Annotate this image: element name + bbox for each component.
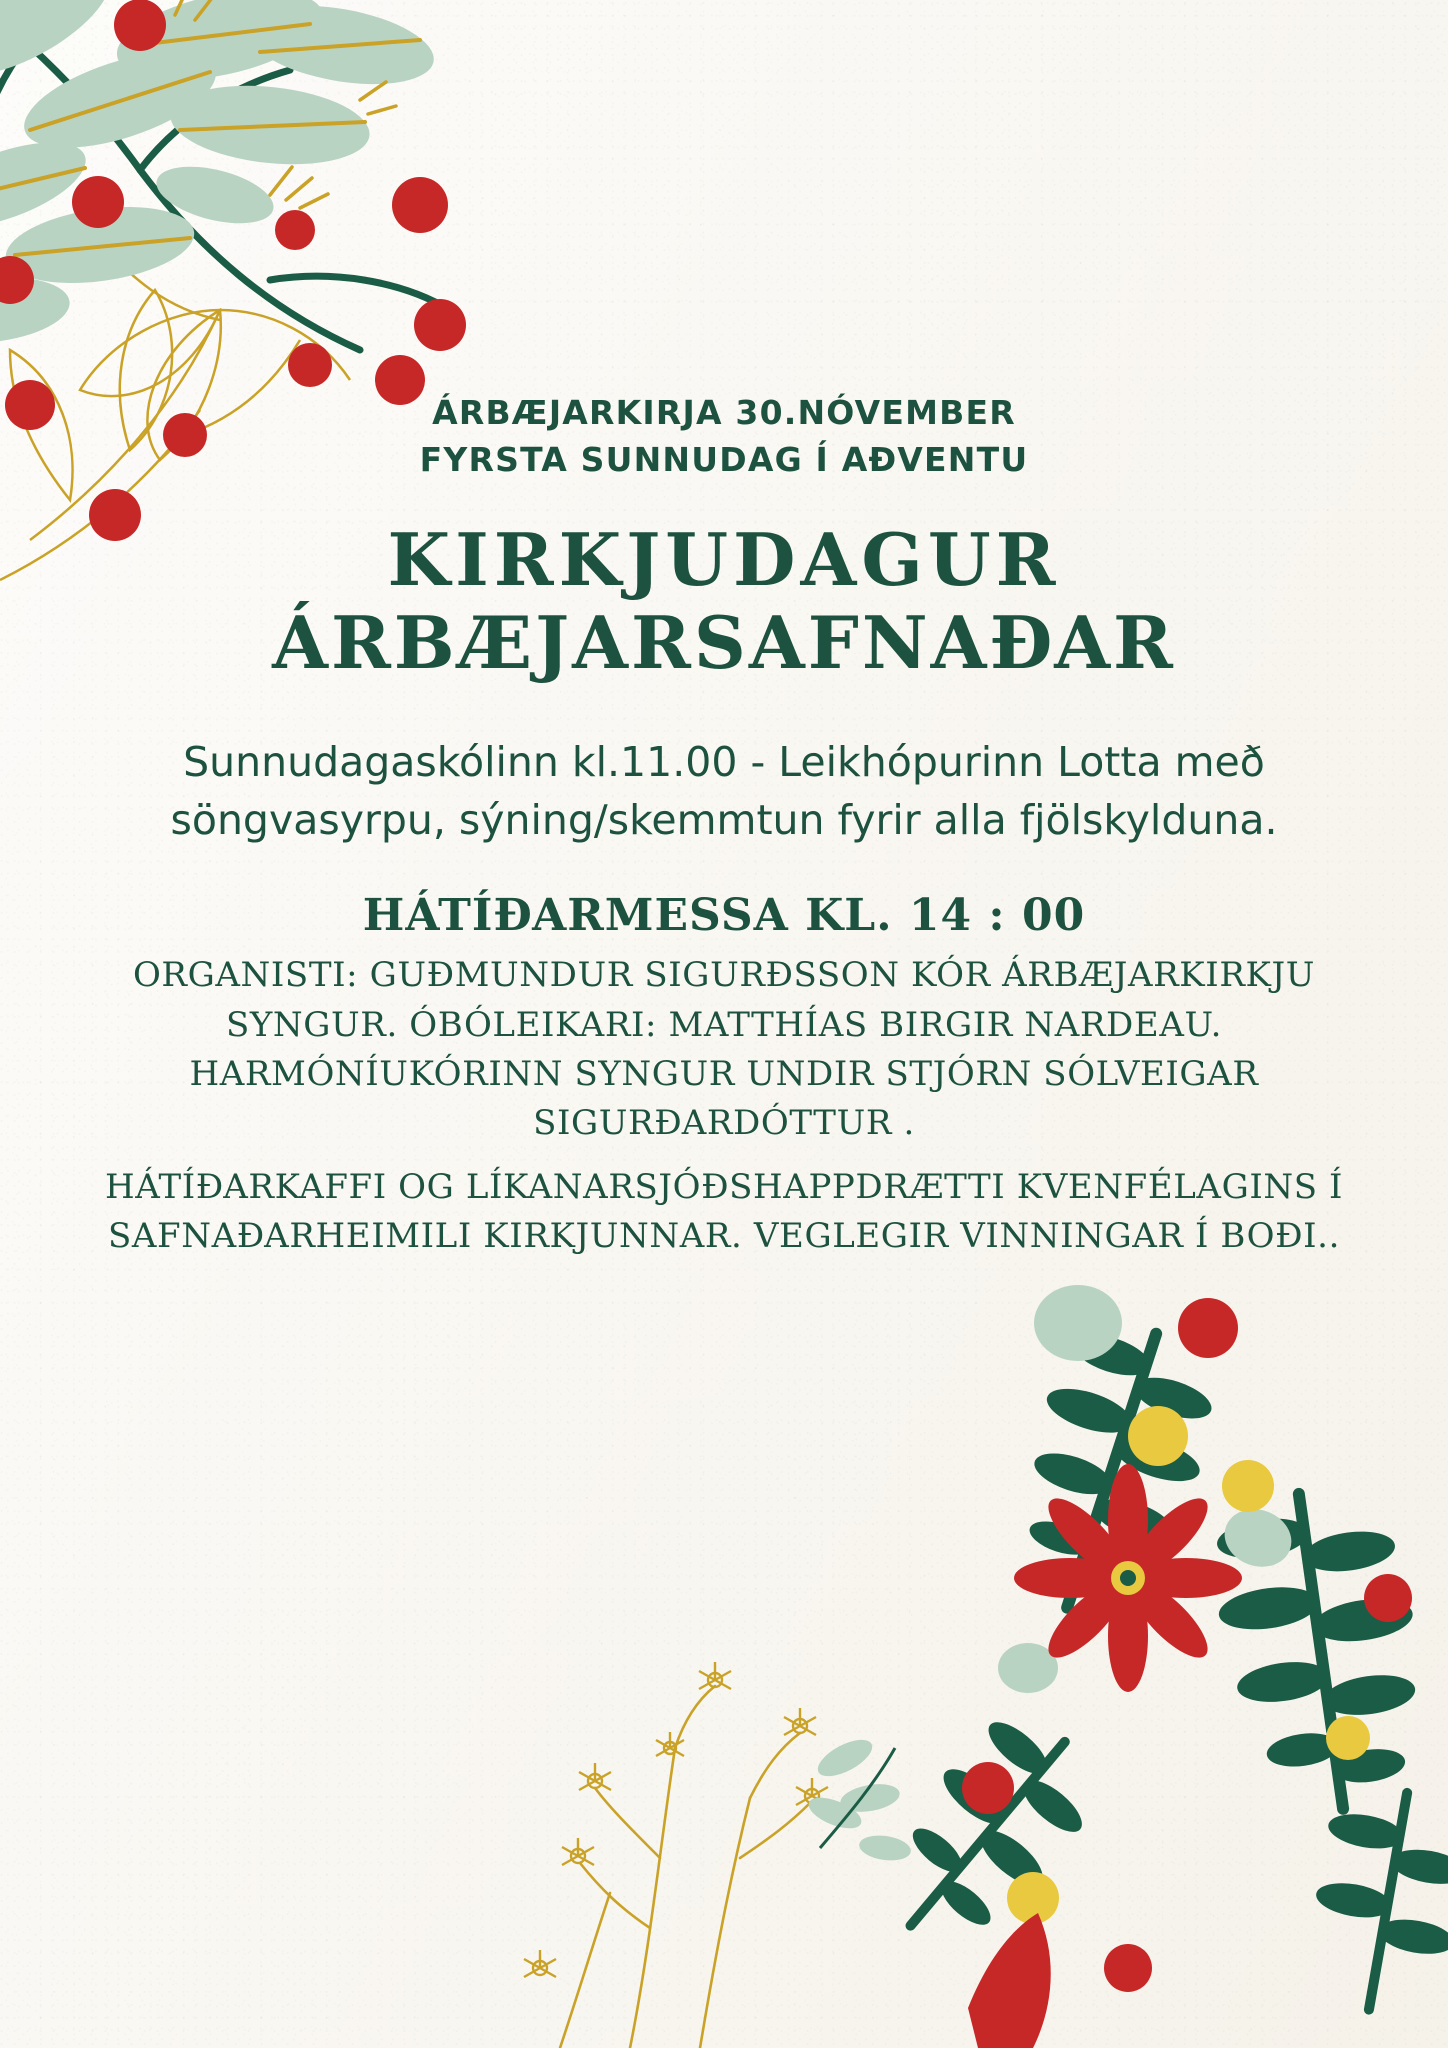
mass-heading: HÁTÍÐARMESSA KL. 14 : 00 xyxy=(362,890,1086,942)
kicker-line-1: ÁRBÆJARKIRJA 30.NÓVEMBER xyxy=(432,393,1016,432)
details-paragraph-1: ORGANISTI: GUÐMUNDUR SIGURÐSSON KÓR ÁRBÆJARKIRKJU SYNGUR. ÓBÓLEIKARI: MATTHÍAS BIRGIR NARDEAU. HARMÓNÍUKÓRINN SYNGUR UNDIR STJÓRN SÓLVEIGAR SIGURÐARDÓTTUR . xyxy=(132,955,1316,1144)
event-details xyxy=(0,951,1448,1261)
page-title xyxy=(0,518,1448,685)
details-paragraph-2: HÁTÍÐARKAFFI OG LÍKANARSJÓÐSHAPPDRÆTTI KVENFÉLAGINS Í SAFNAÐARHEIMILI KIRKJUNNAR. VEGLEGIR VINNINGAR Í BOÐI.. xyxy=(104,1166,1344,1256)
event-kicker xyxy=(0,390,1448,484)
kicker-line-2: FYRSTA SUNNUDAG Í AÐVENTU xyxy=(419,439,1029,479)
title-line-1: KIRKJUDAGUR xyxy=(387,516,1061,602)
sunday-school-description: Sunnudagaskólinn kl.11.00 - Leikhópurinn Lotta með söngvasyrpu, sýning/skemmtun fyrir alla fjölskylduna. xyxy=(170,737,1278,845)
title-line-2: ÁRBÆJARSAFNAÐAR xyxy=(272,600,1176,686)
